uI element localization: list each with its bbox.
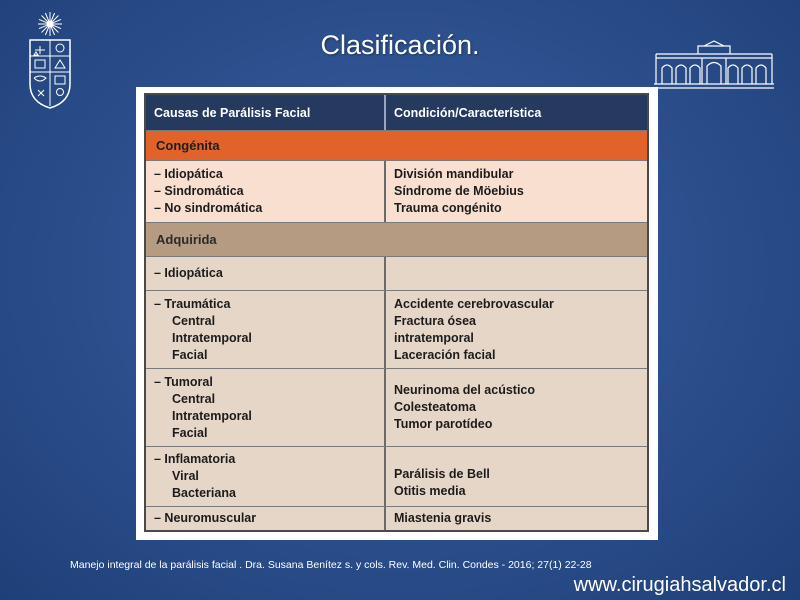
category-congenita-row bbox=[146, 131, 647, 161]
cause-subitem: Intratemporal bbox=[172, 330, 252, 345]
adquirida-idiopatica-row bbox=[146, 257, 647, 291]
condition-item: Miastenia gravis bbox=[394, 511, 492, 525]
cause-subitem: Facial bbox=[172, 347, 208, 362]
slide-title: Clasificación. bbox=[320, 30, 480, 60]
cause-item: – Idiopática bbox=[154, 167, 223, 181]
condition-item: Accidente cerebrovascular bbox=[394, 296, 554, 311]
hospital-building-logo bbox=[652, 40, 776, 90]
header-condition: Condición/Característica bbox=[394, 105, 542, 120]
cause-item: – Neuromuscular bbox=[154, 511, 257, 525]
cause-item: – No sindromática bbox=[154, 201, 263, 215]
cause-item: – Tumoral bbox=[154, 374, 213, 389]
classification-table bbox=[144, 93, 649, 532]
condition-item: Tumor parotídeo bbox=[394, 417, 493, 431]
cause-subitem: Intratemporal bbox=[172, 408, 252, 423]
header-causes: Causas de Parálisis Facial bbox=[154, 105, 311, 120]
condition-item: intratemporal bbox=[394, 330, 474, 345]
adquirida-neuromuscular-row bbox=[146, 507, 647, 530]
cause-subitem: Central bbox=[172, 391, 216, 406]
adquirida-tumoral-row bbox=[146, 369, 647, 447]
condition-item: Otitis media bbox=[394, 483, 466, 498]
cause-subitem: Viral bbox=[172, 469, 199, 483]
cause-item: – Idiopática bbox=[154, 266, 223, 280]
condition-item: Trauma congénito bbox=[394, 201, 502, 215]
condition-item: Parálisis de Bell bbox=[394, 466, 490, 481]
website-url: www.cirugiahsalvador.cl bbox=[573, 574, 786, 596]
category-adquirida-label: Adquirida bbox=[156, 232, 217, 247]
cause-item: – Traumática bbox=[154, 296, 231, 311]
cause-item: – Inflamatoria bbox=[154, 452, 236, 466]
condition-item: Síndrome de Möebius bbox=[394, 184, 524, 198]
cause-subitem: Central bbox=[172, 313, 216, 328]
condition-item: Colesteatoma bbox=[394, 400, 476, 414]
category-congenita-label: Congénita bbox=[156, 138, 220, 153]
condition-item: División mandibular bbox=[394, 167, 514, 181]
adquirida-traumatica-row bbox=[146, 291, 647, 369]
condition-item: Fractura ósea bbox=[394, 313, 476, 328]
source-citation: Manejo integral de la parálisis facial . Dra. Susana Benítez s. y cols. Rev. Med. Clin. Condes - 2016; 27(1) 22-28 bbox=[70, 559, 592, 571]
table-header-row bbox=[146, 95, 647, 131]
condition-item: Neurinoma del acústico bbox=[394, 383, 536, 397]
category-adquirida-row bbox=[146, 223, 647, 257]
classification-table-card bbox=[136, 87, 658, 540]
congenita-row bbox=[146, 161, 647, 223]
cause-subitem: Facial bbox=[172, 425, 208, 440]
cause-item: – Sindromática bbox=[154, 184, 244, 198]
condition-item: Laceración facial bbox=[394, 347, 496, 362]
cause-subitem: Bacteriana bbox=[172, 486, 236, 500]
adquirida-inflamatoria-row bbox=[146, 447, 647, 507]
